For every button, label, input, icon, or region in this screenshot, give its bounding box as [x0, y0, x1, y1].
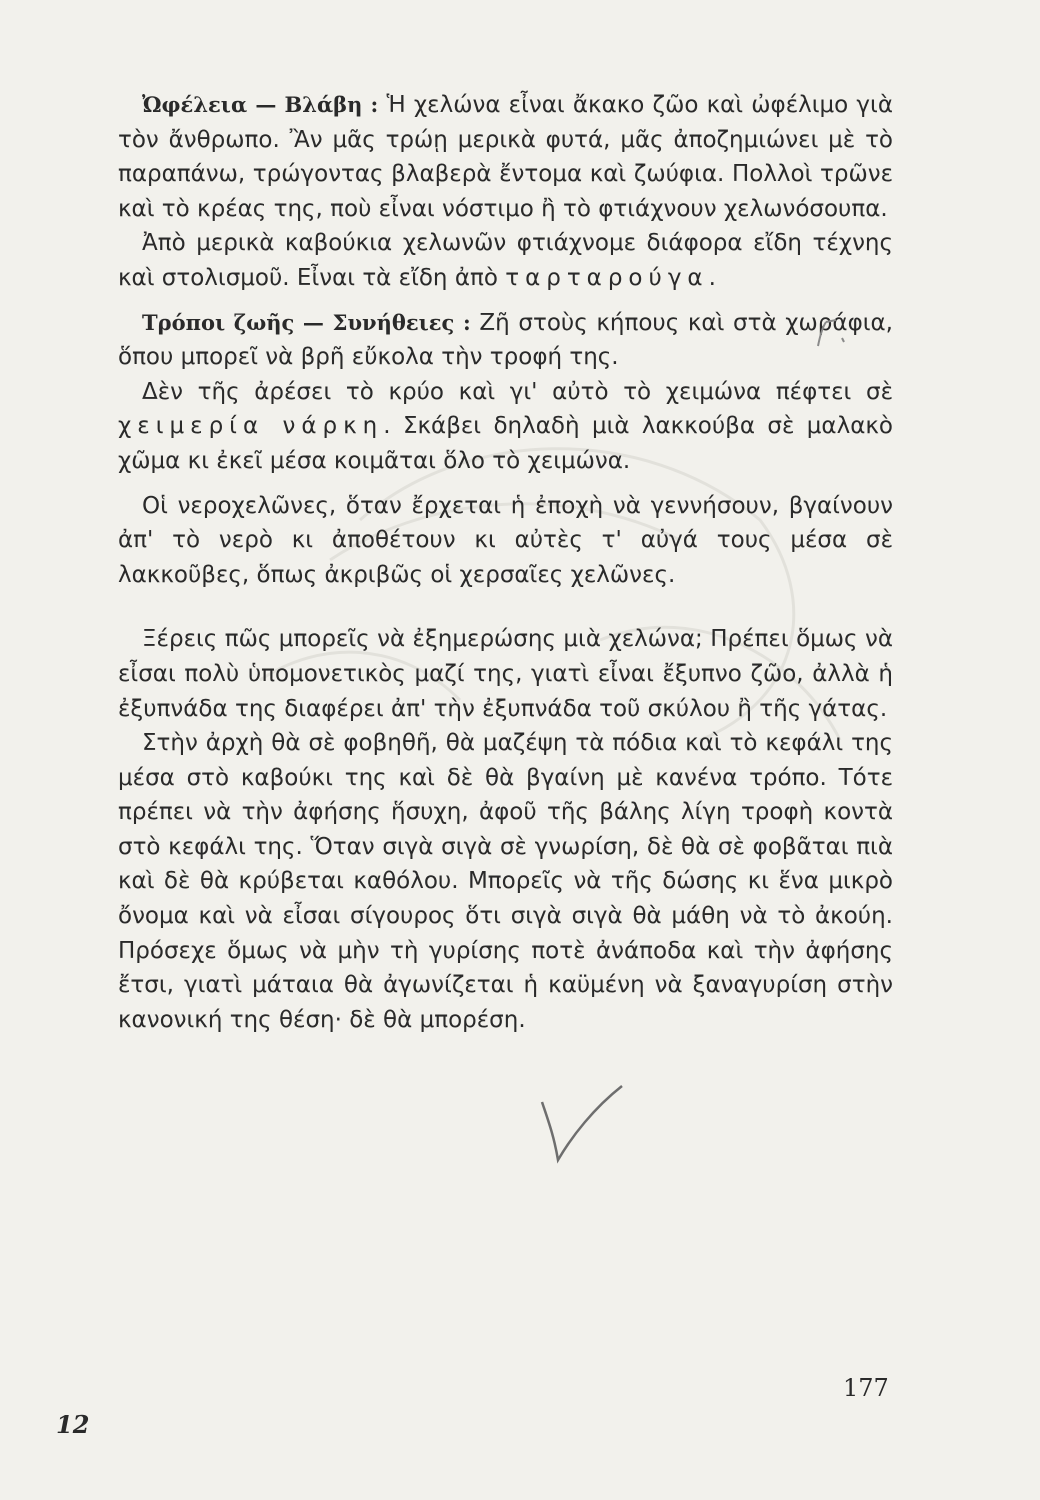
paragraph-way-of-life — [118, 306, 893, 375]
paragraph-text: Ζῆ στοὺς κήπους καὶ στὰ χωράφια, ὅπου μπορεῖ νὰ βρῆ εὔκολα τὴν τροφή της. — [118, 309, 893, 371]
section-heading-way-of-life: Τρόποι ζωῆς — Συνήθειες : — [142, 309, 471, 335]
paragraph-text: Οἱ νεροχελῶνες, ὅταν ἔρχεται ἡ ἐποχὴ νὰ γεννήσουν, βγαίνουν ἀπ' τὸ νερὸ κι ἀποθέτουν κι αὐτὲς τ' αὐγά τους μέσα σὲ λακκοῦβες, ὅπως ἀκριβῶς οἱ χερσαῖες χελῶνες. — [118, 492, 893, 588]
spaced-term-tortoiseshell: ταρταρούγα — [505, 264, 709, 291]
spaced-term-hibernation: χειμερία νάρκη — [118, 413, 384, 440]
paragraph-text: . Σκάβει δηλαδὴ μιὰ λακκούβα σὲ μαλακὸ χῶμα κι ἐκεῖ μέσα κοιμᾶται ὅλο τὸ χειμώνα. — [118, 413, 893, 474]
sheet-signature-number: 12 — [56, 1410, 90, 1439]
paragraph-text: Ἀπὸ μερικὰ καβούκια χελωνῶν φτιάχνομε διάφορα εἴδη τέχνης καὶ στολισμοῦ. Εἶναι τὰ εἴδη ἀπὸ — [118, 230, 893, 291]
paragraph-shell-art — [118, 226, 893, 295]
section-heading-benefit-harm: Ὠφέλεια — Βλάβη : — [142, 92, 379, 117]
paragraph-benefit-harm — [118, 88, 893, 226]
paragraph-taming-intro — [118, 622, 893, 726]
checkmark-icon — [536, 1080, 626, 1170]
paragraph-hibernation — [118, 375, 893, 479]
page-number: 177 — [843, 1374, 889, 1402]
paragraph-water-turtles — [118, 489, 893, 593]
paragraph-taming-steps — [118, 726, 893, 1037]
paragraph-text: . — [708, 264, 716, 291]
pen-mark-icon — [812, 316, 852, 350]
paragraph-text: Δὲν τῆς ἀρέσει τὸ κρύο καὶ γι' αὐτὸ τὸ χειμώνα πέφτει σὲ — [142, 378, 893, 405]
paragraph-text: Ξέρεις πῶς μπορεῖς νὰ ἐξημερώσης μιὰ χελώνα; Πρέπει ὅμως νὰ εἶσαι πολὺ ὑπομονετικὸς μαζί της, γιατὶ εἶναι ἔξυπνο ζῶο, ἀλλὰ ἡ ἐξυπνάδα της διαφέρει ἀπ' τὴν ἐξυπνάδα τοῦ σκύλου ἢ τῆς γάτας. — [118, 626, 893, 722]
paragraph-text: Στὴν ἀρχὴ θὰ σὲ φοβηθῆ, θὰ μαζέψη τὰ πόδια καὶ τὸ κεφάλι της μέσα στὸ καβούκι της καὶ δὲ θὰ βγαίνη μὲ κανένα τρόπο. Τότε πρέπει νὰ τὴν ἀφήσης ἥσυχη, ἀφοῦ τῆς βάλης λίγη τροφὴ κοντὰ στὸ κεφάλι της. Ὅταν σιγὰ σιγὰ σὲ γνωρίση, δὲ θὰ σὲ φοβᾶται πιὰ καὶ δὲ θὰ κρύβεται καθόλου. Μπορεῖς νὰ τῆς δώσης κι ἕνα μικρὸ ὄνομα καὶ νὰ εἶσαι σίγουρος ὅτι σιγὰ σιγὰ θὰ μάθη νὰ τὸ ἀκούη. Πρόσεχε ὅμως νὰ μὴν τὴ γυρίσης ποτὲ ἀνάποδα καὶ τὴν ἀφήσης ἔτσι, γιατὶ μάταια θὰ ἀγωνίζεται ἡ καϋμένη νὰ ξαναγυρίση στὴν κανονική της θέση· δὲ θὰ μπορέση. — [118, 730, 893, 1033]
body-text — [118, 88, 893, 1037]
paragraph-text: Ἡ χελώνα εἶναι ἄκακο ζῶο καὶ ὠφέλιμο γιὰ τὸν ἄνθρωπο. Ἂν μᾶς τρώῃ μερικὰ φυτά, μᾶς ἀποζημιώνει μὲ τὸ παραπάνω, τρώγοντας βλαβερὰ ἔντομα καὶ ζωύφια. Πολλοὶ τρῶνε καὶ τὸ κρέας της, ποὺ εἶναι νόστιμο ἢ τὸ φτιάχνουν χελωνόσουπα. — [118, 92, 893, 222]
